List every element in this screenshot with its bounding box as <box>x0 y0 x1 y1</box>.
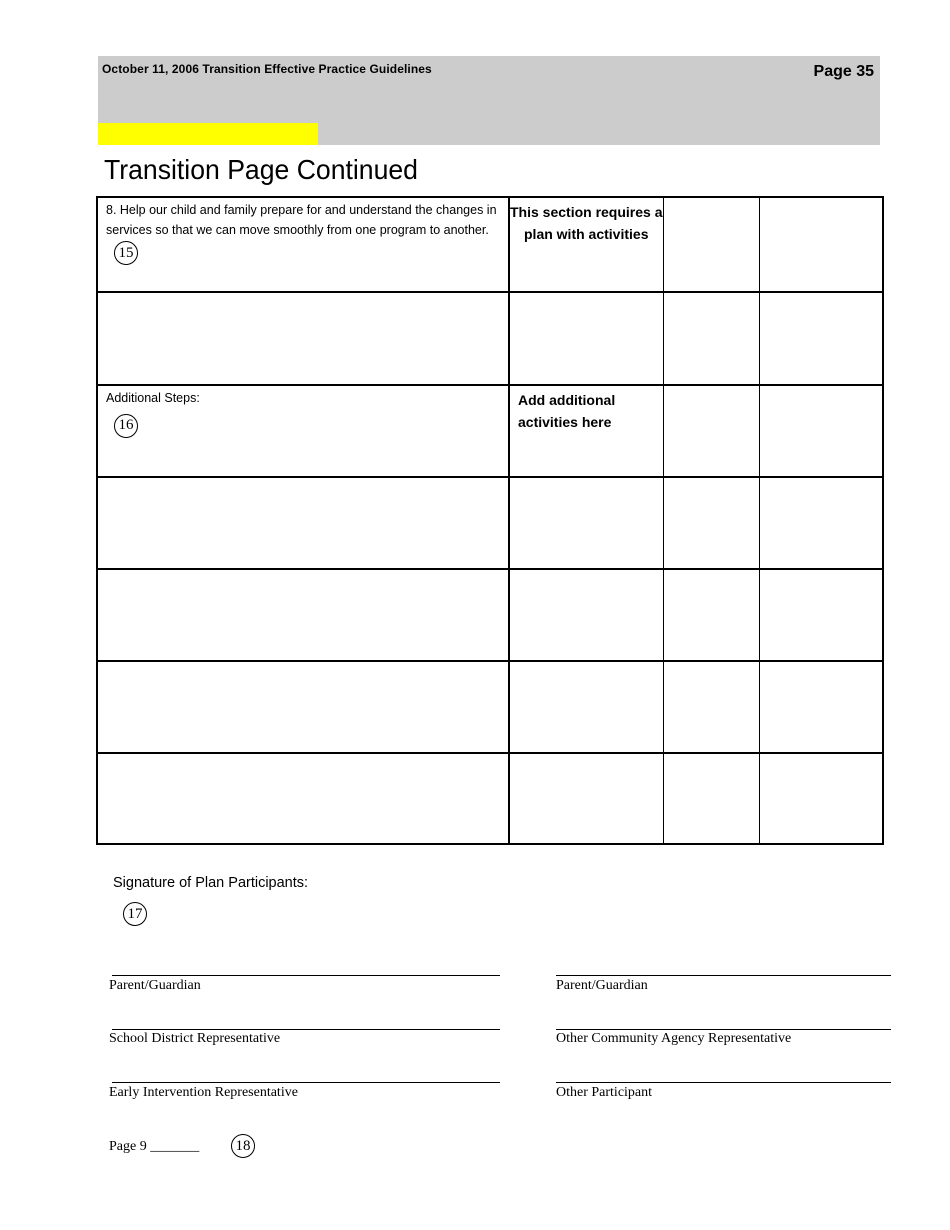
page-number: Page 35 <box>813 63 874 80</box>
empty-cell[interactable] <box>663 385 759 477</box>
signatures-heading: Signature of Plan Participants: <box>113 875 309 891</box>
footer-page-label: Page 9 _______ <box>109 1139 200 1154</box>
signature-label-early-intervention: Early Intervention Representative <box>109 1085 298 1100</box>
empty-cell[interactable] <box>759 197 883 292</box>
question-cell <box>97 197 509 292</box>
marker-17: 17 <box>123 902 147 926</box>
table-row <box>97 661 883 753</box>
table-row <box>97 753 883 844</box>
empty-cell[interactable] <box>663 477 759 569</box>
empty-cell[interactable] <box>509 661 663 753</box>
empty-cell[interactable] <box>97 477 509 569</box>
signature-label-parent-guardian-2: Parent/Guardian <box>556 978 648 993</box>
marker-16: 16 <box>114 414 138 438</box>
document-title: October 11, 2006 Transition Effective Practice Guidelines <box>102 62 432 76</box>
page-header <box>98 56 880 145</box>
signature-line[interactable] <box>556 975 891 976</box>
additional-steps-label: Additional Steps: <box>106 391 200 405</box>
signature-label-school-district: School District Representative <box>109 1031 281 1046</box>
empty-cell[interactable] <box>509 753 663 844</box>
question-8-text: 8. Help our child and family prepare for and understand the changes in services so that we can move smoothly from one program to another. <box>106 203 497 237</box>
empty-cell[interactable] <box>663 753 759 844</box>
page-title: Transition Page Continued <box>104 154 418 185</box>
empty-cell[interactable] <box>759 292 883 385</box>
empty-cell[interactable] <box>97 569 509 661</box>
empty-cell[interactable] <box>97 753 509 844</box>
table-row <box>97 569 883 661</box>
table-row <box>97 385 883 477</box>
signature-line[interactable] <box>112 975 500 976</box>
empty-cell[interactable] <box>759 385 883 477</box>
signature-line[interactable] <box>556 1082 891 1083</box>
empty-cell[interactable] <box>97 292 509 385</box>
additional-steps-cell <box>97 385 509 477</box>
empty-cell[interactable] <box>509 477 663 569</box>
empty-cell[interactable] <box>663 197 759 292</box>
empty-cell[interactable] <box>663 292 759 385</box>
add-activities-note: Add additional activities here <box>518 392 616 430</box>
empty-cell[interactable] <box>663 569 759 661</box>
marker-15: 15 <box>114 241 138 265</box>
yellow-highlight-bar <box>98 123 318 145</box>
signature-line[interactable] <box>112 1029 500 1030</box>
signature-label-parent-guardian: Parent/Guardian <box>109 978 201 993</box>
table-row <box>97 477 883 569</box>
note-cell <box>509 385 663 477</box>
marker-18: 18 <box>231 1134 255 1158</box>
table-row <box>97 292 883 385</box>
plan-required-note: This section requires a plan with activities <box>510 204 663 242</box>
empty-cell[interactable] <box>509 569 663 661</box>
empty-cell[interactable] <box>97 661 509 753</box>
signature-line[interactable] <box>112 1082 500 1083</box>
empty-cell[interactable] <box>509 292 663 385</box>
empty-cell[interactable] <box>759 477 883 569</box>
empty-cell[interactable] <box>663 661 759 753</box>
note-cell <box>509 197 663 292</box>
empty-cell[interactable] <box>759 753 883 844</box>
table-row <box>97 197 883 292</box>
signature-line[interactable] <box>556 1029 891 1030</box>
empty-cell[interactable] <box>759 569 883 661</box>
empty-cell[interactable] <box>759 661 883 753</box>
signature-label-community-agency: Other Community Agency Representative <box>556 1031 792 1046</box>
signature-label-other-participant: Other Participant <box>556 1085 653 1100</box>
transition-plan-table <box>96 196 884 845</box>
